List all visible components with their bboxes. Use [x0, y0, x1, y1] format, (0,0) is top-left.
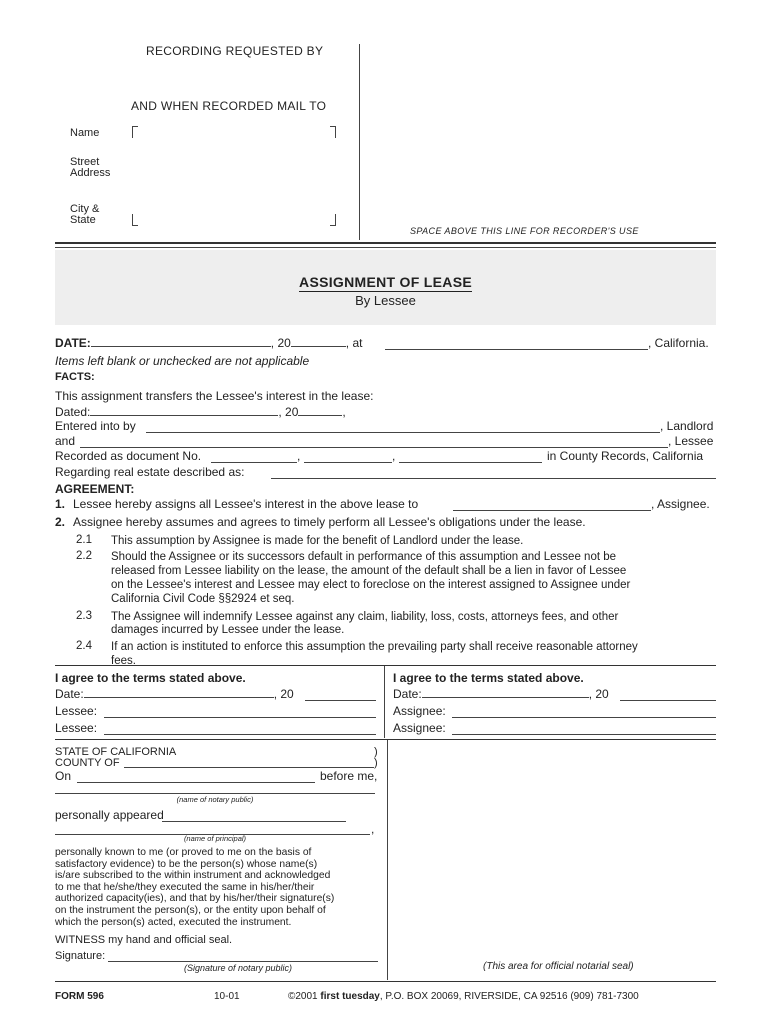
sub-2-2-line-2: released from Lessee liability on the lease, the amount of the default shall be a lien in favor of Lessee: [111, 565, 627, 577]
bracket-bottom-right: [330, 214, 336, 226]
recorded-comma-1: ,: [297, 449, 301, 463]
sub-2-4-line-2: fees.: [111, 655, 136, 667]
right-date-label: Date:: [393, 687, 422, 701]
notary-top-line: [55, 739, 716, 740]
sub-2-1-text: This assumption by Assignee is made for the benefit of Landlord under the lease.: [111, 535, 524, 547]
right-date-year: , 20: [588, 687, 609, 701]
recorded-comma-2: ,: [392, 449, 396, 463]
right-assignee-1-field[interactable]: [452, 707, 716, 718]
city-label-1: City &: [70, 203, 100, 215]
street-label-2: Address: [70, 167, 111, 179]
recorder-line-1: [55, 242, 716, 244]
entered-into-label: Entered into by: [55, 419, 136, 433]
notary-name-field[interactable]: [55, 783, 375, 794]
landlord-label: , Landlord: [660, 419, 714, 433]
right-agree-heading: I agree to the terms stated above.: [393, 671, 584, 685]
item2-number: 2.: [55, 515, 66, 529]
dated-row: [55, 405, 346, 419]
notary-name-caption: (name of notary public): [176, 795, 254, 804]
bracket-top-left: [132, 126, 138, 138]
notary-county-field[interactable]: [124, 758, 374, 768]
left-date-year: , 20: [273, 687, 294, 701]
dated-label: Dated:: [55, 405, 91, 419]
date-year-prefix: , 20: [270, 336, 291, 350]
company-address: , P.O. BOX 20069, RIVERSIDE, CA 92516 (909) 781-7300: [379, 991, 639, 1002]
notary-on-field[interactable]: [77, 772, 315, 783]
notary-signature-field[interactable]: [108, 951, 378, 962]
page-subtitle: By Lessee: [355, 293, 416, 308]
date-at: , at: [345, 336, 363, 350]
facts-heading: FACTS:: [55, 371, 95, 383]
recorded-date-field[interactable]: [304, 452, 392, 463]
notary-body-line-2: satisfactory evidence) to be the person(s) whose name(s): [55, 858, 318, 870]
facts-intro: This assignment transfers the Lessee's interest in the lease:: [55, 389, 374, 403]
assignee-field[interactable]: [453, 500, 651, 511]
signature-divider: [384, 666, 385, 738]
landlord-field[interactable]: [146, 422, 660, 433]
notary-body-line-7: which the person(s) acted, executed the instrument.: [55, 916, 292, 928]
personally-appeared-label: personally appeared: [55, 808, 164, 822]
company-name: first tuesday: [320, 991, 380, 1002]
right-assignee-2-field[interactable]: [452, 724, 716, 735]
notary-on-label: On: [55, 769, 72, 783]
date-row: [55, 336, 362, 350]
right-date-field[interactable]: [422, 687, 589, 698]
page-title: [55, 274, 716, 290]
item2-text: Assignee hereby assumes and agrees to timely perform all Lessee's obligations under the lease.: [73, 515, 586, 529]
notary-body-line-5: authorized capacity(ies), and that by his/her/their signature(s): [55, 893, 335, 905]
item1-assignee: , Assignee.: [651, 497, 710, 511]
document-no-field[interactable]: [211, 452, 297, 463]
form-revision: 10-01: [214, 991, 240, 1002]
seal-area-caption: (This area for official notarial seal): [483, 961, 634, 972]
sub-2-3-number: 2.3: [76, 610, 92, 622]
witness-text: WITNESS my hand and official seal.: [55, 934, 233, 946]
principal-name-caption: (name of principal): [183, 834, 247, 843]
date-label: DATE:: [55, 336, 91, 350]
left-date-field[interactable]: [84, 687, 274, 698]
recording-requested-by: RECORDING REQUESTED BY: [146, 44, 324, 58]
agreement-heading: AGREEMENT:: [55, 482, 135, 496]
notary-body-line-4: to me that he/she/they executed the same in his/her/their: [55, 881, 315, 893]
space-above-note: SPACE ABOVE THIS LINE FOR RECORDER'S USE: [410, 226, 639, 236]
dated-year-prefix: , 20: [278, 405, 299, 419]
city-label-2: State: [70, 214, 96, 226]
notary-body-line-6: on the instrument the person(s), or the entity upon behalf of: [55, 904, 326, 916]
regarding-label: Regarding real estate described as:: [55, 465, 245, 479]
item1-number: 1.: [55, 497, 66, 511]
blank-note: Items left blank or unchecked are not applicable: [55, 354, 310, 368]
left-lessee-1-field[interactable]: [104, 707, 376, 718]
form-number: FORM 596: [55, 991, 104, 1002]
sub-2-3-line-2: damages incurred by Lessee under the lease.: [111, 624, 345, 636]
left-lessee-2-label: Lessee:: [55, 721, 98, 735]
notary-body: [55, 847, 334, 928]
county-field[interactable]: [399, 452, 542, 463]
signature-caption: (Signature of notary public): [183, 963, 293, 973]
sub-2-2-number: 2.2: [76, 550, 92, 562]
notary-body-line-3: is/are subscribed to the within instrument and acknowledged: [55, 870, 331, 882]
date-city-field[interactable]: [385, 339, 648, 350]
notary-paren-2: ): [374, 757, 378, 769]
signature-label: Signature:: [55, 950, 106, 962]
notary-state: STATE OF CALIFORNIA: [55, 746, 177, 758]
left-date-label: Date:: [55, 687, 84, 701]
recorder-divider: [359, 44, 360, 240]
right-date-row: [393, 687, 609, 701]
sub-2-2-line-4: California Civil Code §§2924 et seq.: [111, 593, 295, 605]
recorder-line-2: [55, 247, 716, 248]
sub-2-2-line-3: on the Lessee's interest and Lessee may elect to foreclose on the interest assigned to Assignee under: [111, 579, 631, 591]
county-records-label: in County Records, California: [547, 449, 704, 463]
left-lessee-2-field[interactable]: [104, 724, 376, 735]
page-title-text: ASSIGNMENT OF LEASE: [299, 274, 472, 290]
street-label-1: Street: [70, 156, 100, 168]
and-label: and: [55, 434, 76, 448]
dated-end: ,: [342, 405, 346, 419]
when-recorded-mail-to: AND WHEN RECORDED MAIL TO: [131, 99, 327, 113]
item1-text: Lessee hereby assigns all Lessee's interest in the above lease to: [73, 497, 419, 511]
right-assignee-1-label: Assignee:: [393, 704, 446, 718]
real-estate-field[interactable]: [271, 468, 716, 479]
notary-divider: [387, 740, 388, 980]
left-date-row: [55, 687, 294, 701]
bracket-top-right: [330, 126, 336, 138]
bracket-bottom-left: [132, 214, 138, 226]
dated-field[interactable]: [90, 405, 278, 416]
date-field[interactable]: [91, 336, 271, 347]
signature-top-line: [55, 665, 716, 666]
sub-2-1-number: 2.1: [76, 534, 92, 546]
left-year-field[interactable]: [305, 690, 376, 701]
dated-year-field[interactable]: [298, 405, 342, 416]
left-lessee-1-label: Lessee:: [55, 704, 98, 718]
personally-appeared-field[interactable]: [162, 811, 346, 822]
notary-county-label: COUNTY OF: [55, 757, 120, 769]
sub-2-4-line-1: If an action is instituted to enforce this assumption the prevailing party shall receive reasonable attorney: [111, 641, 638, 653]
recorded-as-label: Recorded as document No.: [55, 449, 202, 463]
date-california: , California.: [648, 336, 709, 350]
date-year-field[interactable]: [291, 336, 346, 347]
notary-paren-1: ): [374, 746, 378, 758]
copyright-symbol: ©2001: [288, 991, 321, 1002]
sub-2-2-line-1: Should the Assignee or its successors default in performance of this assumption and Lessee not be: [111, 551, 617, 563]
right-year-field[interactable]: [620, 690, 716, 701]
name-label: Name: [70, 127, 100, 139]
right-assignee-2-label: Assignee:: [393, 721, 446, 735]
footer-copyright: [288, 991, 639, 1002]
notary-before-me: before me,: [320, 769, 378, 783]
footer-line: [55, 981, 716, 982]
principal-comma: ,: [371, 822, 375, 836]
sub-2-4-number: 2.4: [76, 640, 92, 652]
lessee-label: , Lessee: [668, 434, 714, 448]
sub-2-3-line-1: The Assignee will indemnify Lessee against any claim, liability, loss, costs, attorneys fees, and other: [111, 611, 619, 623]
lessee-field[interactable]: [80, 437, 668, 448]
notary-body-line-1: personally known to me (or proved to me on the basis of: [55, 847, 312, 858]
left-agree-heading: I agree to the terms stated above.: [55, 671, 246, 685]
